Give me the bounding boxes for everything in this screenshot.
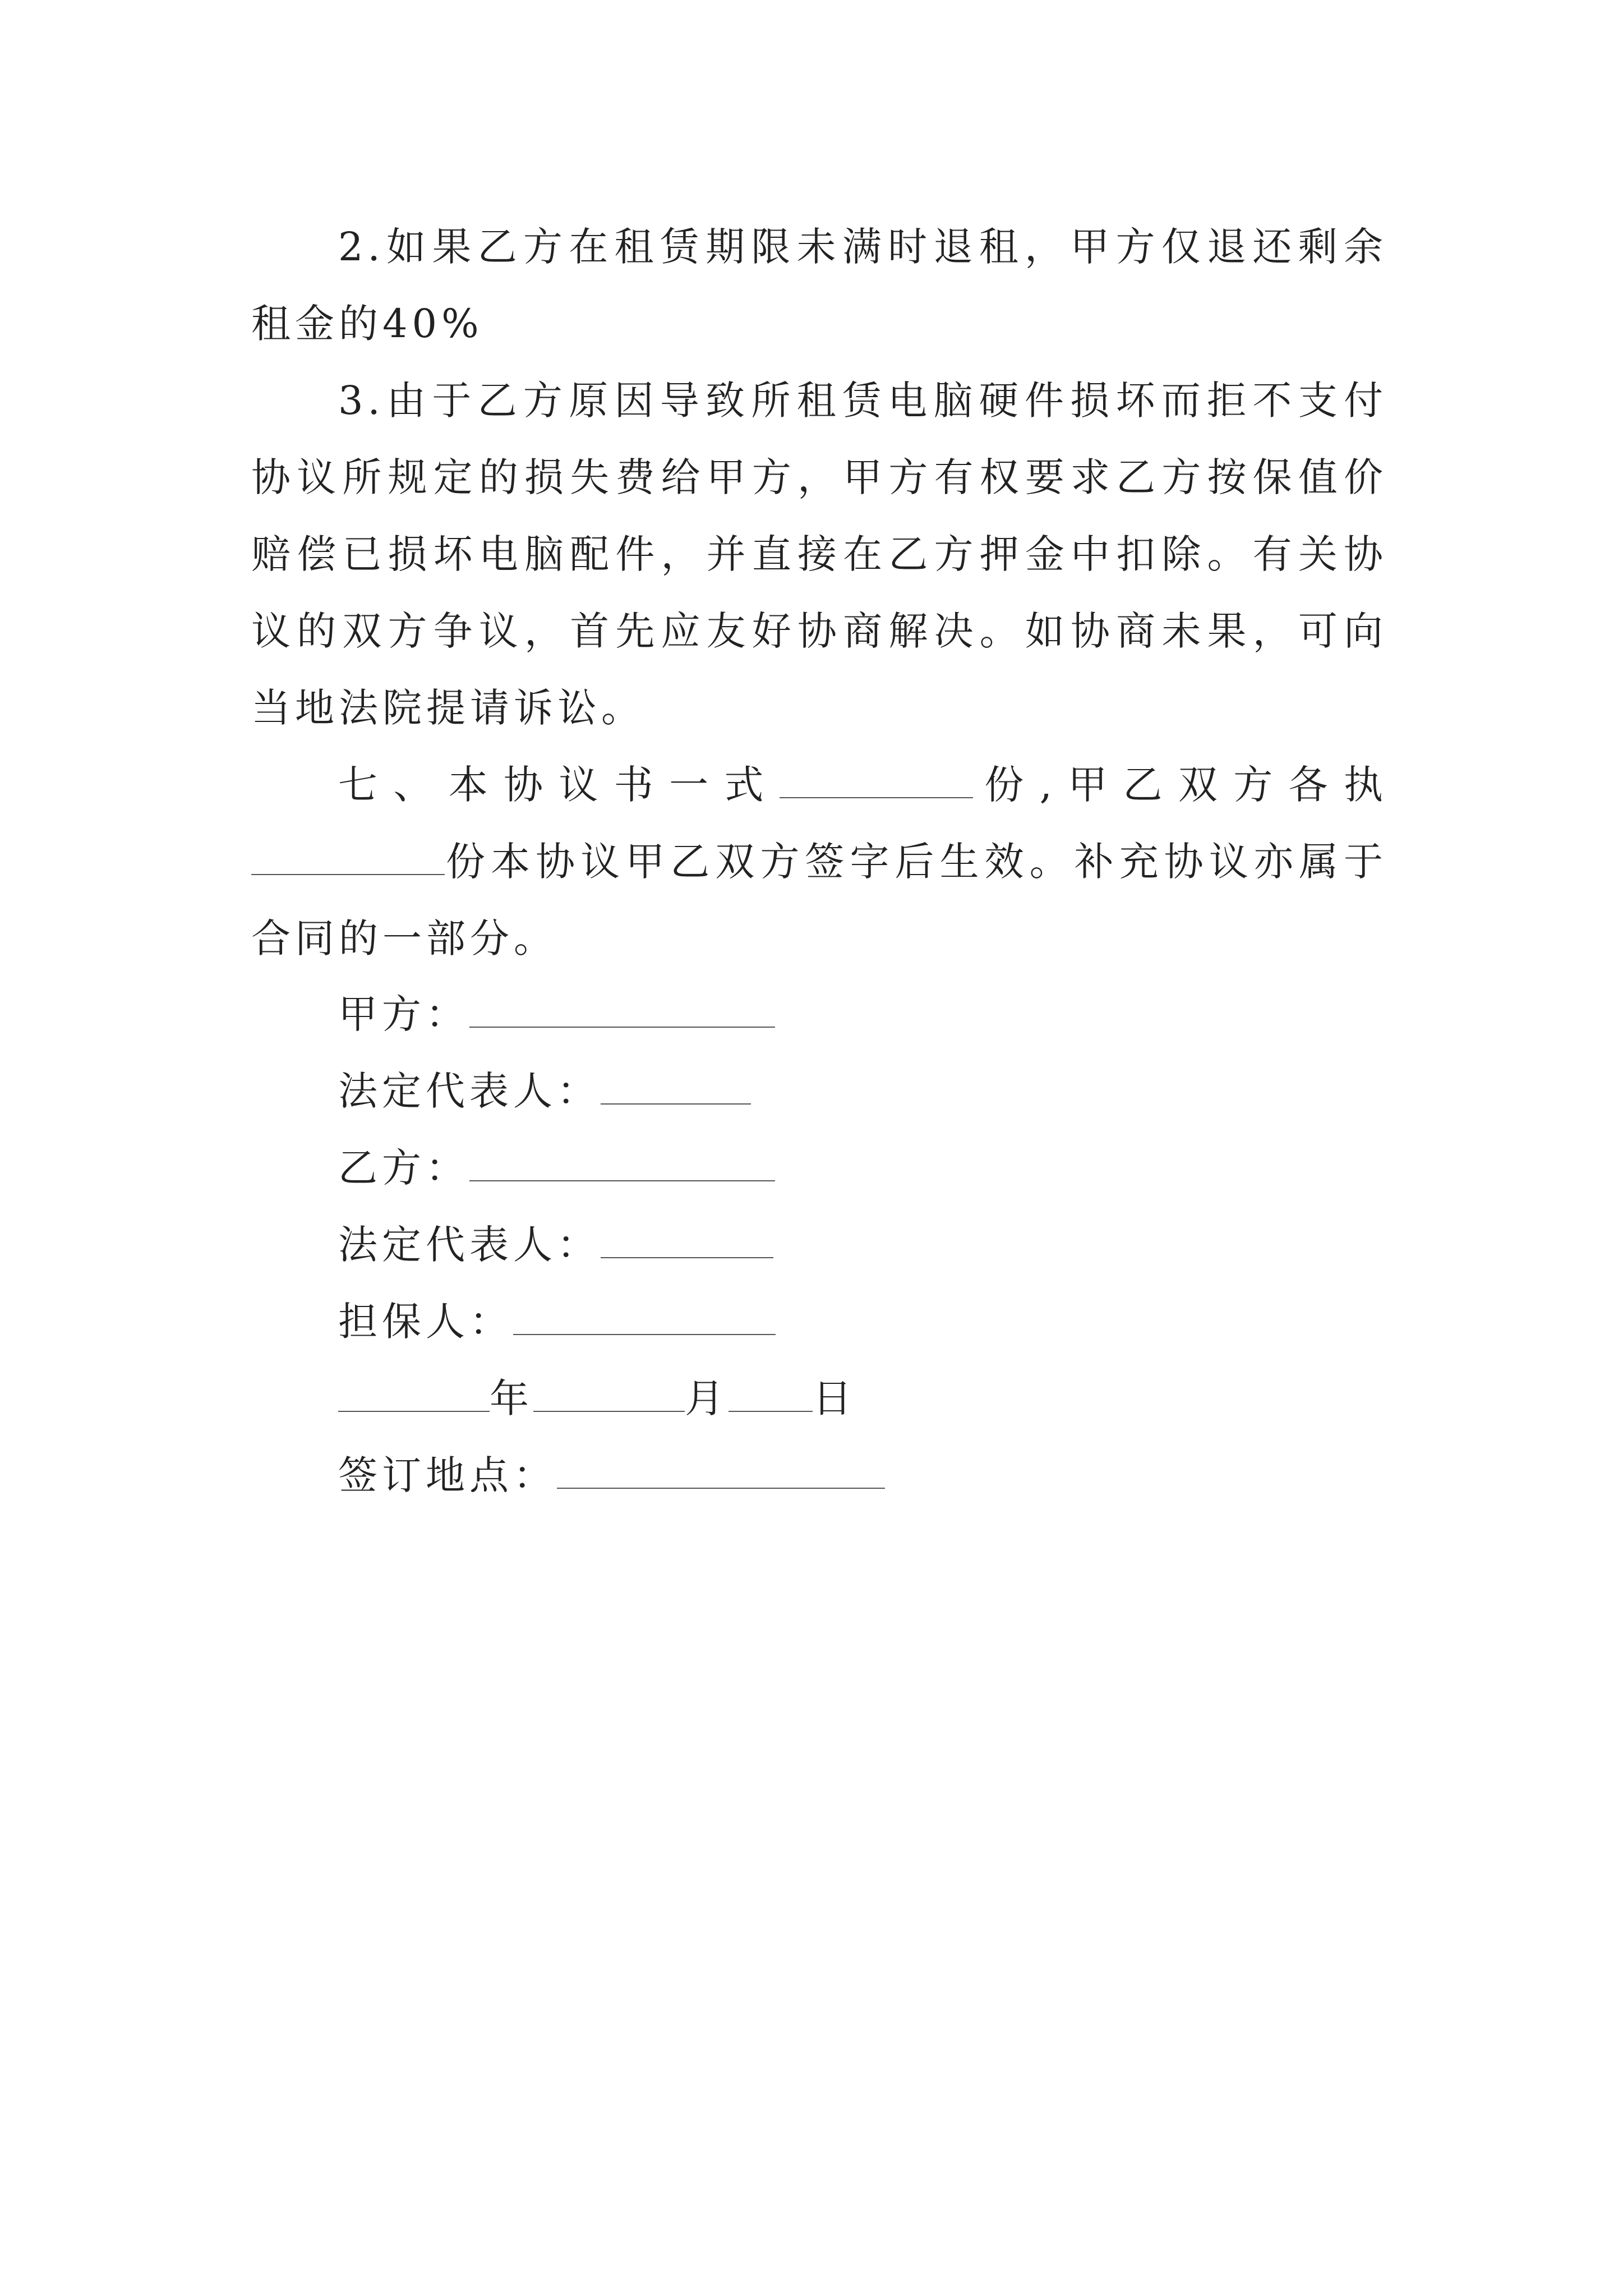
clause-7-part3: 份本协议甲乙双方签字后生效。补充协议亦属于合同的一部分。 — [251, 839, 1387, 961]
guarantor-label: 担保人： — [338, 1299, 513, 1345]
clause-3: 3.由于乙方原因导致所租赁电脑硬件损坏而拒不支付协议所规定的损失费给甲方，甲方有权要求乙方按保值价赔偿已损坏电脑配件，并直接在乙方押金中扣除。有关协议的双方争议，首先应友好协商解决。如协商未果，可向当地法院提请诉讼。 — [251, 378, 1387, 731]
year-blank — [338, 1377, 490, 1412]
rep-b-line — [338, 1207, 885, 1283]
month-label: 月 — [685, 1375, 728, 1421]
clause-7-part2: 份,甲乙双方各执 — [972, 762, 1387, 808]
signature-block — [338, 976, 885, 1514]
rep-a-blank — [601, 1070, 751, 1105]
place-label: 签订地点： — [338, 1452, 557, 1498]
guarantor-line — [338, 1283, 885, 1360]
rep-b-blank — [601, 1223, 773, 1258]
copies-total-blank — [780, 763, 973, 798]
copies-each-blank — [251, 840, 445, 875]
party-a-line — [338, 976, 885, 1053]
party-a-label: 甲方： — [338, 991, 469, 1037]
month-blank — [533, 1377, 685, 1412]
rep-b-label: 法定代表人： — [338, 1222, 601, 1268]
guarantor-blank — [513, 1300, 776, 1335]
rep-a-label: 法定代表人： — [338, 1068, 601, 1114]
party-b-line — [338, 1130, 885, 1207]
date-line — [338, 1360, 885, 1437]
clause-2: 2.如果乙方在租赁期限未满时退租，甲方仅退还剩余租金的40% — [251, 224, 1387, 347]
clause-7 — [251, 747, 1387, 977]
agreement-body — [251, 209, 1387, 977]
day-label: 日 — [813, 1375, 856, 1421]
party-b-blank — [469, 1147, 775, 1181]
place-line — [338, 1437, 885, 1514]
year-label: 年 — [490, 1375, 533, 1421]
day-blank — [728, 1377, 813, 1412]
party-b-label: 乙方： — [338, 1145, 469, 1191]
party-a-blank — [469, 993, 775, 1028]
place-blank — [557, 1454, 885, 1489]
clause-7-part1: 七、本协议书一式 — [338, 762, 780, 808]
rep-a-line — [338, 1053, 885, 1130]
